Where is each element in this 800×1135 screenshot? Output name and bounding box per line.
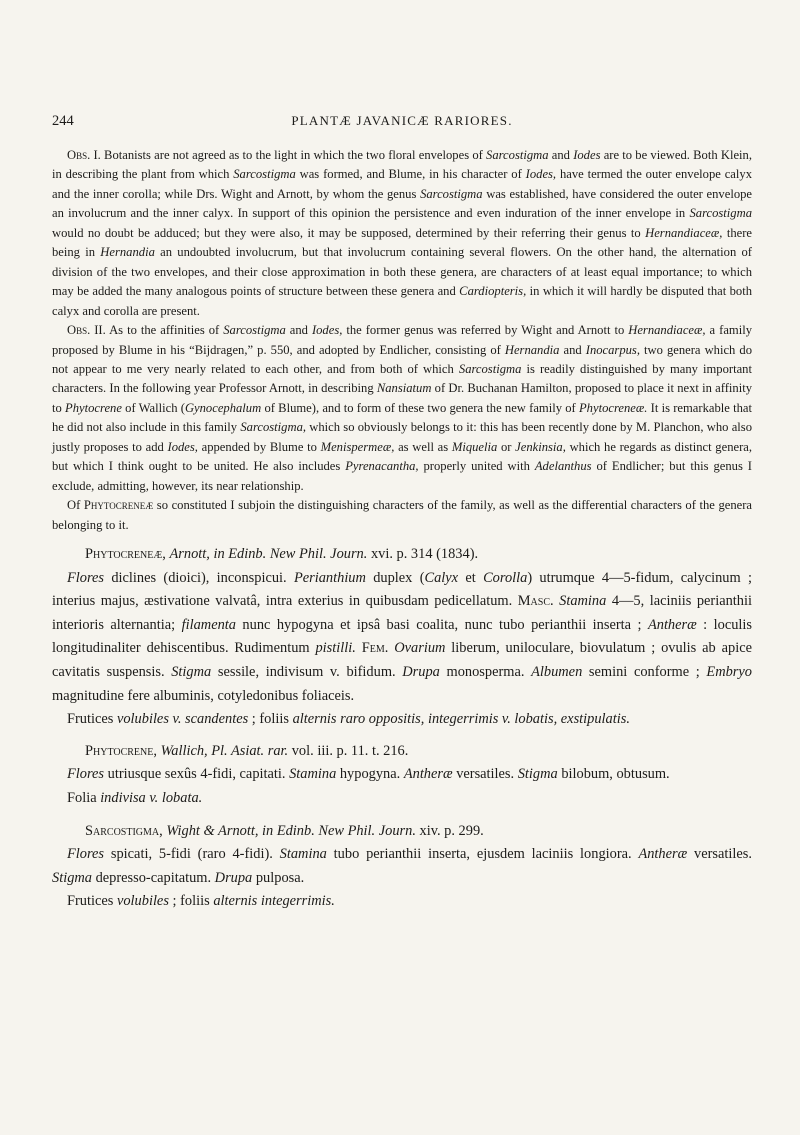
text-run: depresso-capitatum.: [91, 869, 215, 886]
text-run: alternis integerrimis.: [213, 893, 335, 910]
text-run: Folia: [67, 790, 101, 806]
text-run: xvi. p. 314 (1834).: [367, 546, 479, 563]
text-run: Inocarpus,: [585, 342, 640, 357]
text-run: bilobum, obtusum.: [557, 766, 670, 783]
text-run: Hernandia: [504, 342, 560, 357]
sarcostigma-heading: [52, 820, 752, 844]
text-run: Iodes,: [167, 439, 198, 454]
text-run: Phytocreneæ: [83, 498, 154, 513]
sarcostigma-description: [52, 843, 752, 890]
text-run: appended by Blume to: [197, 439, 321, 454]
text-run: are to be viewed. Both Klein, in describing the plant from which: [52, 148, 752, 182]
text-run: magnitudine fere albuminis, cotyledonibus foliaceis.: [52, 687, 355, 704]
family-description: [52, 567, 752, 709]
text-run: Antheræ: [638, 846, 688, 863]
text-run: volubiles v. scandentes: [116, 711, 249, 728]
text-run: xiv. p. 299.: [415, 822, 484, 839]
text-run: versatiles.: [687, 846, 752, 863]
sarcostigma-habit: [52, 890, 752, 914]
text-run: Obs. II.: [67, 323, 106, 338]
text-run: Cardiopteris,: [459, 284, 527, 299]
text-run: Drupa: [402, 664, 440, 681]
text-run: so constituted I subjoin the distinguishing characters of the family, as well as the differential characters of the genera belonging to it.: [52, 498, 753, 532]
text-run: Stigma: [517, 766, 558, 783]
text-run: Embryo: [706, 664, 752, 681]
text-run: Sarcostigma: [420, 186, 483, 201]
text-run: of Blume), and to form of these two genera the new family of: [261, 400, 579, 415]
text-run: utriusque sexûs 4-fidi, capitati.: [104, 766, 290, 783]
text-run: Fem.: [361, 640, 389, 657]
text-run: and: [285, 323, 312, 338]
text-run: an undoubted involucrum, but that involucrum containing several flowers. On the other hand, the alternation of division of the two envelopes, and their close approximation in both these genera, are characters of at least equal importance; to which may be added the many analogous points of structure between these genera and: [52, 245, 752, 299]
text-run: Iodes: [573, 148, 601, 162]
page-body: [52, 146, 752, 914]
text-run: as well as: [394, 439, 452, 454]
text-run: Flores: [67, 569, 105, 586]
text-run: sessile, indivisum v. bifidum.: [211, 664, 403, 681]
text-run: Hernandiaceæ,: [645, 225, 723, 240]
text-run: Sarcostigma: [689, 206, 752, 221]
text-run: filamenta: [181, 616, 236, 633]
text-run: volubiles: [116, 893, 169, 910]
text-run: and: [559, 342, 586, 357]
text-run: which he regards as distinct genera, but which I think ought to be united. He also includes: [52, 439, 753, 474]
text-run: of Dr. Buchanan Hamilton, proposed to place it next in affinity to: [52, 381, 752, 415]
text-run: : loculis longitudinaliter dehiscentibus. Rudimentum: [52, 616, 753, 657]
text-run: Of: [67, 498, 84, 513]
text-run: Iodes,: [525, 167, 557, 182]
text-run: semini conforme ;: [582, 664, 707, 681]
text-run: spicati, 5-fidi (raro 4-fidi).: [104, 846, 280, 863]
obs-2-paragraph: [52, 321, 752, 496]
text-run: Hernandia: [100, 245, 155, 260]
text-run: was formed, and Blume, in his character of: [295, 167, 526, 182]
text-run: Phytocrene,: [85, 742, 157, 759]
text-run: liberum, uniloculare, biovulatum ; ovulis ab apice cavitatis suspensis.: [52, 640, 752, 681]
text-run: Jenkinsia,: [515, 439, 566, 454]
text-run: As to the affinities of: [105, 323, 224, 338]
text-run: Nansiatum: [376, 381, 432, 396]
text-run: in which it will hardly be disputed that both calyx and corolla are present.: [52, 284, 752, 318]
text-run: or: [497, 439, 516, 454]
intro-paragraph: [52, 496, 752, 535]
text-run: Sarcostigma,: [240, 420, 307, 435]
text-run: ; foliis: [248, 711, 293, 728]
text-run: alternis raro oppositis, integerrimis v. lobatis, exstipulatis.: [292, 711, 630, 728]
text-run: properly united with: [418, 459, 535, 474]
text-run: Corolla: [483, 569, 528, 586]
text-run: pistilli.: [315, 640, 356, 657]
text-run: ) utrumque 4—5-fidum, calycinum ; interius majus, æstivatione valvatâ, intra exterius in quibusdam pedicellatum.: [52, 569, 752, 610]
text-run: hypogyna.: [336, 766, 404, 783]
text-run: Stamina: [289, 766, 337, 783]
text-run: indivisa v. lobata.: [100, 790, 203, 806]
text-run: duplex (: [365, 569, 425, 586]
text-run: Sarcostigma,: [85, 822, 163, 839]
text-run: Antheræ: [403, 766, 453, 783]
text-run: Sarcostigma: [223, 323, 286, 338]
text-run: Phytocreneæ.: [578, 400, 648, 415]
text-run: ; foliis: [168, 893, 214, 910]
phytocrene-heading: [52, 740, 752, 764]
obs-1-paragraph: [52, 146, 752, 321]
text-run: Stigma: [52, 869, 92, 886]
text-run: versatiles.: [452, 766, 518, 783]
text-run: Sarcostigma: [233, 167, 296, 182]
text-run: Stamina: [279, 846, 327, 863]
text-run: two genera which do not appear to me very nearly related to each other, and from both of which: [52, 342, 752, 376]
text-run: and: [548, 148, 574, 162]
text-run: Hernandiaceæ,: [628, 323, 706, 338]
family-heading: [52, 543, 752, 567]
text-run: Frutices: [67, 893, 117, 910]
text-run: would no doubt be adduced; but they were also, it may be supposed, determined by their referring their genus to: [52, 225, 646, 240]
text-run: Frutices: [67, 711, 117, 728]
text-run: is readily distinguished by many important characters. In the following year Professor Arnott, in describing: [52, 361, 752, 396]
text-run: a family proposed by Blume in his “Bijdragen,” p. 550, and adopted by Endlicher, consisting of: [52, 323, 752, 357]
text-run: Botanists are not agreed as to the light in which the two floral envelopes of: [100, 148, 487, 162]
text-run: there being in: [52, 225, 752, 260]
text-run: Phytocrene: [65, 400, 122, 415]
text-run: Calyx: [424, 569, 459, 586]
text-run: Albumen: [531, 664, 583, 681]
text-run: Perianthium: [293, 569, 366, 586]
text-run: It is remarkable that he did not also include in this family: [52, 400, 752, 435]
text-run: Wallich, Pl. Asiat. rar.: [160, 742, 289, 759]
text-run: Menispermeæ,: [320, 439, 395, 454]
text-run: was established, have considered the outer envelope an involucrum and the inner calyx. In support of this opinion the persistence and even induration of the inner envelope in: [52, 186, 753, 221]
text-run: Flores: [67, 846, 105, 863]
phytocrene-leaves: [52, 787, 752, 811]
text-run: 4—5, laciniis perianthii interioris alternantia;: [52, 593, 752, 633]
text-run: Pyrenacantha,: [345, 459, 419, 474]
running-head: PLANTÆ JAVANICÆ RARIORES.: [291, 113, 513, 128]
text-run: Flores: [67, 766, 105, 783]
text-run: of Wallich (: [121, 400, 185, 415]
page-header: [52, 113, 752, 133]
text-run: Ovarium: [394, 640, 446, 657]
text-run: Sarcostigma: [486, 148, 549, 162]
text-run: diclines (dioici), inconspicui.: [104, 569, 294, 586]
text-run: Phytocreneæ,: [85, 546, 166, 563]
text-run: Gynocephalum: [184, 400, 262, 415]
text-run: pulposa.: [252, 869, 305, 886]
text-run: monosperma.: [439, 664, 532, 681]
text-run: which so obviously belongs to it: this has been recently done by M. Planchon, who also justly proposes to add: [52, 420, 752, 454]
text-run: of Endlicher; but this genus I exclude, admitting, however, its near relationship.: [52, 459, 752, 493]
text-run: Stigma: [171, 664, 212, 681]
text-run: tubo perianthii inserta, ejusdem laciniis longiora.: [326, 846, 639, 863]
text-run: Sarcostigma: [458, 361, 522, 376]
text-run: Arnott, in Edinb. New Phil. Journ.: [169, 546, 368, 563]
text-run: Obs. I.: [67, 148, 101, 162]
text-run: nunc hypogyna et ipsâ basi coalita, nunc tubo perianthii inserta ;: [235, 616, 648, 633]
text-run: the former genus was referred by Wight and Arnott to: [342, 323, 629, 338]
text-run: Adelanthus: [534, 459, 592, 474]
page-number: 244: [52, 113, 74, 129]
text-run: Antheræ: [647, 616, 697, 633]
text-run: Wight & Arnott, in Edinb. New Phil. Journ.: [166, 822, 416, 839]
text-run: Iodes,: [311, 323, 343, 338]
family-habit: [52, 708, 752, 732]
text-run: vol. iii. p. 11. t. 216.: [288, 742, 409, 759]
text-run: Drupa: [214, 869, 253, 886]
phytocrene-description: [52, 763, 752, 787]
text-run: Miquelia: [451, 439, 498, 454]
text-run: Masc.: [517, 593, 554, 610]
text-run: et: [458, 569, 484, 586]
text-run: Stamina: [559, 593, 607, 610]
text-run: have termed the outer envelope calyx and the inner corolla; while Drs. Wight and Arnott, by whom the genus: [52, 167, 752, 201]
